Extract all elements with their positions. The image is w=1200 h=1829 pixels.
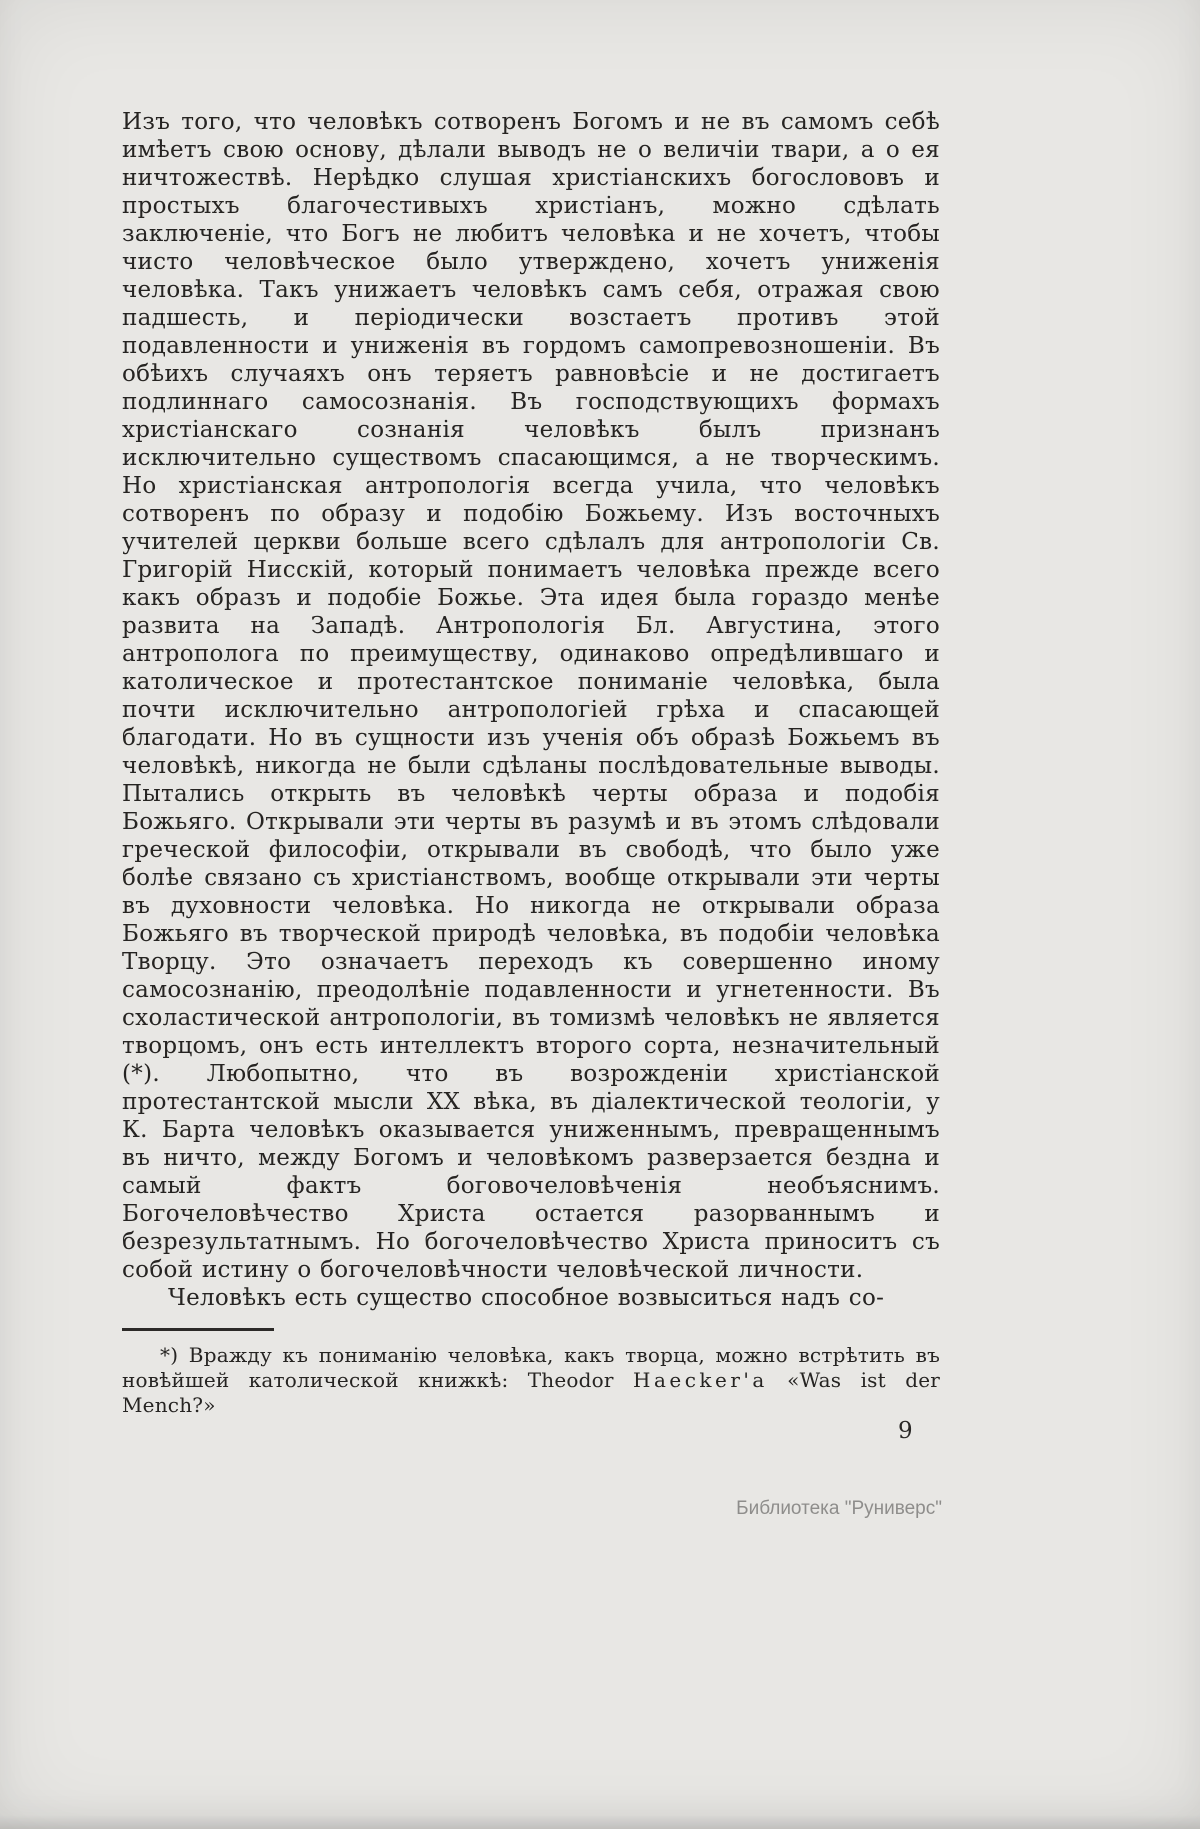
footnote-separator-rule xyxy=(122,1328,274,1331)
body-paragraph-2: Человѣкъ есть существо способное возвыситься надъ со- xyxy=(168,1285,885,1311)
library-watermark: Библиотека "Руниверс" xyxy=(736,1498,942,1519)
footnote xyxy=(122,1343,940,1418)
footnote-author-name: Haecker'a xyxy=(633,1368,768,1392)
text-block xyxy=(122,108,940,1418)
footnote-text-before: *) Вражду къ пониманію человѣка, какъ творца, можно встрѣтить въ новѣйшей католической книжкѣ: Theodor xyxy=(122,1343,940,1392)
body-paragraph-1: Изъ того, что человѣкъ сотворенъ Богомъ и не въ самомъ себѣ имѣетъ свою основу, дѣлали выводъ не о величіи твари, а о ея ничтожествѣ. Нерѣдко слушая христіанскихъ богослововъ и простыхъ благочестивыхъ христіанъ, можно сдѣлать заключеніе, что Богъ не любитъ человѣка и не хочетъ, чтобы чисто человѣческое было утверждено, хочетъ униженія человѣка. Такъ унижаетъ человѣкъ самъ себя, отражая свою падшесть, и періодически возстаетъ противъ этой подавленности и униженія въ гордомъ самопревозношеніи. Въ обѣихъ случаяхъ онъ теряетъ равновѣсіе и не достигаетъ подлиннаго самосознанія. Въ господствующихъ формахъ христіанскаго сознанія человѣкъ былъ признанъ исключительно существомъ спасающимся, а не творческимъ. Но христіанская антропологія всегда учила, что человѣкъ сотворенъ по образу и подобію Божьему. Изъ восточныхъ учителей церкви больше всего сдѣлалъ для антропологіи Св. Григорій Нисскій, который понимаетъ человѣка прежде всего какъ образъ и подобіе Божье. Эта идея была гораздо менѣе развита на Западѣ. Антропологія Бл. Августина, этого антрополога по преимуществу, одинаково опредѣлившаго и католическое и протестантское пониманіе человѣка, была почти исключительно антропологіей грѣха и спасающей благодати. Но въ сущности изъ ученія объ образѣ Божьемъ въ человѣкѣ, никогда не были сдѣланы послѣдовательные выводы. Пытались открыть въ человѣкѣ черты образа и подобія Божьяго. Открывали эти черты въ разумѣ и въ этомъ слѣдовали греческой философіи, открывали въ свободѣ, что было уже болѣе связано съ христіанствомъ, вообще открывали эти черты въ духовности человѣка. Но никогда не открывали образа Божьяго въ творческой природѣ человѣка, въ подобіи человѣка Творцу. Это означаетъ переходъ къ совершенно иному самосознанію, преодолѣніе подавленности и угнетенности. Въ схоластической антропологіи, въ томизмѣ человѣкъ не является творцомъ, онъ есть интеллектъ второго сорта, незначительный (*). Любопытно, что въ возрожденіи христіанской протестантской мысли XX вѣка, въ діалектической теологіи, у К. Барта человѣкъ оказывается униженнымъ, превращеннымъ въ ничто, между Богомъ и человѣкомъ разверзается бездна и самый фактъ боговочеловѣченія необъяснимъ. Богочеловѣчество Христа остается разорваннымъ и безрезультатнымъ. Но богочеловѣчество Христа приноситъ съ собой истину о богочеловѣчности человѣческой личности. xyxy=(122,109,940,1283)
footnote-text-after: «Was ist der Mench?» xyxy=(122,1368,940,1417)
page-number: 9 xyxy=(898,1418,913,1444)
